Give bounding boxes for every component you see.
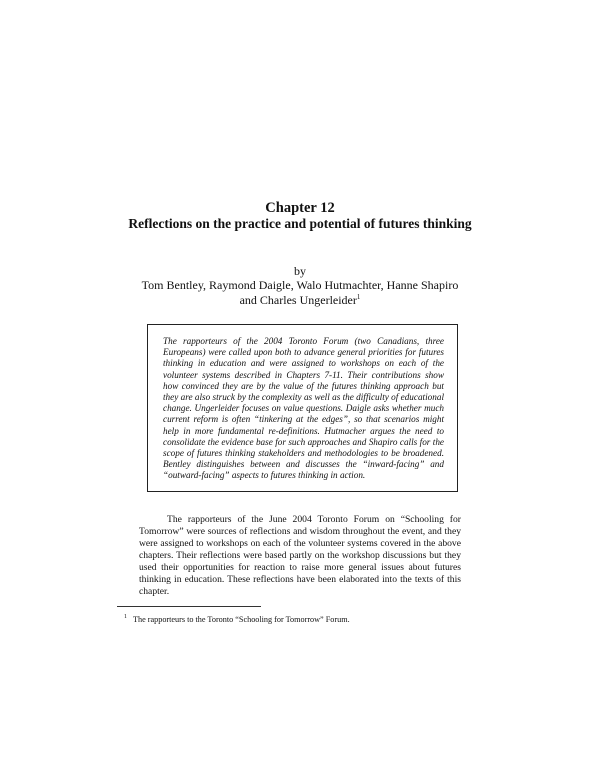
footnote-divider bbox=[117, 606, 261, 607]
body-paragraph: The rapporteurs of the June 2004 Toronto Forum on “Schooling for Tomorrow” were sources of reflections and wisdom throughout the event, and they were assigned to workshops on each of the volunteer systems covered in the above chapters. Their reflections were based partly on the workshop discussions but they used their opportunities for reaction to raise more general issues about futures thinking in education. These reflections have been elaborated into the texts of this chapter. bbox=[139, 514, 461, 597]
abstract-text: The rapporteurs of the 2004 Toronto Forum (two Canadians, three Europeans) were called upon both to advance general priorities for futures thinking in education and were assigned to workshops on each of the volunteer systems described in Chapters 7-11. Their contributions show how convinced they are by the value of the futures thinking approach but they are also struck by the complexity as well as the difficulty of educational change. Ungerleider focuses on value questions. Daigle asks whether much current reform is often “tinkering at the edges”, so that scenarios might help in more fundamental re-definitions. Hutmacher argues the need to consolidate the evidence base for such approaches and Shapiro calls for the scope of futures thinking stakeholders and methodologies to be broadened. Bentley distinguishes between and discusses the “inward-facing” and “outward-facing” aspects to futures thinking in action. bbox=[163, 336, 444, 481]
chapter-number: Chapter 12 bbox=[265, 200, 335, 216]
byline-by: by bbox=[294, 264, 306, 278]
footnote-text: The rapporteurs to the Toronto “Schooling for Tomorrow” Forum. bbox=[133, 615, 350, 624]
footnote bbox=[124, 615, 484, 625]
chapter-title: Reflections on the practice and potential of futures thinking bbox=[128, 216, 472, 231]
authors-line-2-text: and Charles Ungerleider bbox=[239, 293, 357, 307]
author-footnote-marker[interactable]: 1 bbox=[356, 293, 361, 301]
authors-line-2 bbox=[0, 293, 600, 308]
author-list bbox=[0, 278, 600, 308]
authors-line-1: Tom Bentley, Raymond Daigle, Walo Hutmachter, Hanne Shapiro bbox=[141, 278, 459, 292]
abstract-box bbox=[147, 324, 458, 492]
footnote-marker: 1 bbox=[124, 614, 127, 621]
